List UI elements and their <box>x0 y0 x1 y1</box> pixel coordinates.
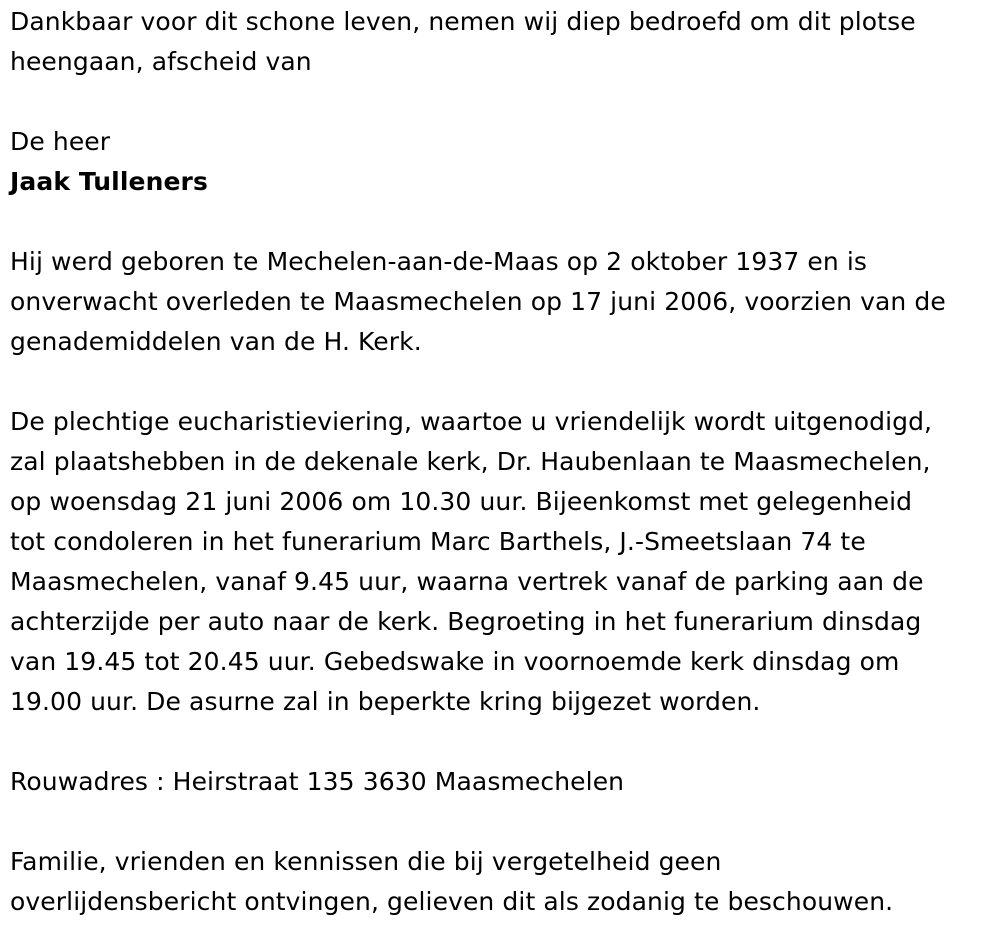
ceremony-paragraph <box>10 402 1000 722</box>
ceremony-line: tot condoleren in het funerarium Marc Barthels, J.-Smeetslaan 74 te <box>10 527 866 556</box>
birth-death-line: onverwacht overleden te Maasmechelen op 17 juni 2006, voorzien van de <box>10 287 946 316</box>
deceased-name: Jaak Tulleners <box>10 167 208 196</box>
closing-paragraph <box>10 842 1000 922</box>
salutation: De heer <box>10 127 111 156</box>
paragraph-spacer <box>10 362 1000 402</box>
ceremony-line: achterzijde per auto naar de kerk. Begroeting in het funerarium dinsdag <box>10 607 922 636</box>
paragraph-spacer <box>10 202 1000 242</box>
intro-line: Dankbaar voor dit schone leven, nemen wij diep bedroefd om dit plotse <box>10 7 916 36</box>
paragraph-spacer <box>10 722 1000 762</box>
paragraph-spacer <box>10 802 1000 842</box>
ceremony-line: Maasmechelen, vanaf 9.45 uur, waarna vertrek vanaf de parking aan de <box>10 567 924 596</box>
paragraph-spacer <box>10 82 1000 122</box>
birth-death-line: Hij werd geboren te Mechelen-aan-de-Maas op 2 oktober 1937 en is <box>10 247 868 276</box>
ceremony-line: zal plaatshebben in de dekenale kerk, Dr. Haubenlaan te Maasmechelen, <box>10 447 931 476</box>
closing-line: Familie, vrienden en kennissen die bij vergetelheid geen <box>10 847 722 876</box>
closing-line: overlijdensbericht ontvingen, gelieven dit als zodanig te beschouwen. <box>10 887 894 916</box>
intro-paragraph <box>10 2 1000 82</box>
mourning-address: Rouwadres : Heirstraat 135 3630 Maasmechelen <box>10 767 625 796</box>
birth-death-line: genademiddelen van de H. Kerk. <box>10 327 422 356</box>
ceremony-line: op woensdag 21 juni 2006 om 10.30 uur. Bijeenkomst met gelegenheid <box>10 487 913 516</box>
birth-death-paragraph <box>10 242 1000 362</box>
intro-line: heengaan, afscheid van <box>10 47 312 76</box>
ceremony-line: 19.00 uur. De asurne zal in beperkte kring bijgezet worden. <box>10 687 761 716</box>
ceremony-line: van 19.45 tot 20.45 uur. Gebedswake in voornoemde kerk dinsdag om <box>10 647 900 676</box>
ceremony-line: De plechtige eucharistieviering, waartoe u vriendelijk wordt uitgenodigd, <box>10 407 933 436</box>
